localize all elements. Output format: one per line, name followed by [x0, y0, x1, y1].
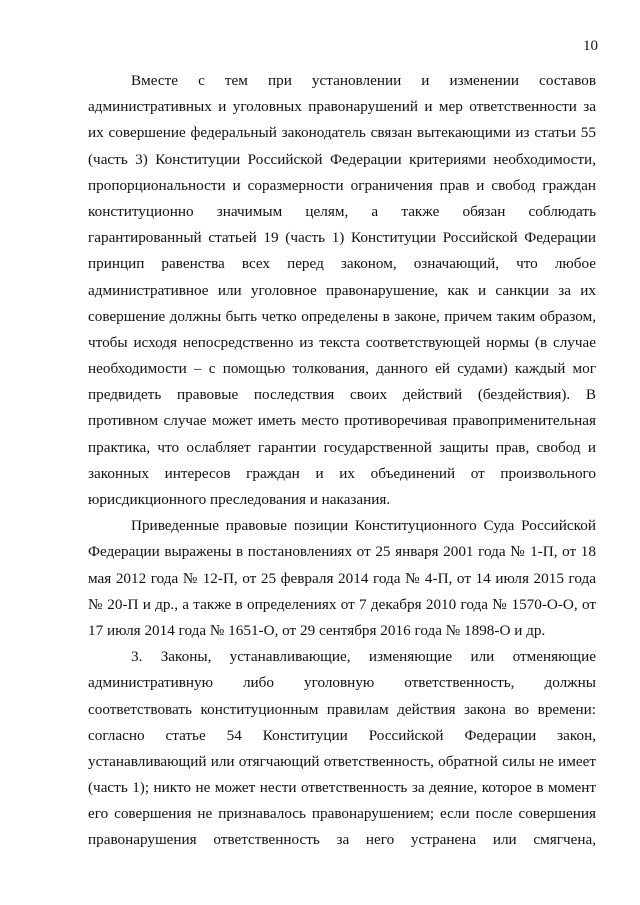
paragraph-line: чтобы исходя непосредственно из текста соответствующей нормы (в случае — [88, 333, 596, 351]
paragraph-line: административное или уголовное правонарушение, как и санкции за их — [88, 281, 596, 299]
paragraph-line: Приведенные правовые позиции Конституционного Суда Российской — [131, 517, 596, 535]
paragraph-line: правонарушения ответственность за него устранена или смягчена, — [88, 831, 596, 849]
paragraph-line: конституционно значимым целям, а также обязан соблюдать — [88, 202, 596, 220]
paragraph-line: (часть 3) Конституции Российской Федерации критериями необходимости, — [88, 150, 596, 168]
paragraph-line: пропорциональности и соразмерности ограничения прав и свобод граждан — [88, 176, 596, 194]
paragraph-laws-in-time — [88, 644, 596, 854]
paragraph-line: № 20-П и др., а также в определениях от 7 декабря 2010 года № 1570-О-О, от — [88, 595, 596, 613]
paragraph-constitutional-criteria — [88, 68, 596, 513]
paragraph-line: (часть 1); никто не может нести ответственность за деяние, которое в момент — [88, 779, 596, 797]
paragraph-line: совершение должны быть четко определены в законе, причем таким образом, — [88, 307, 596, 325]
paragraph-line: его совершения не признавалось правонарушением; если после совершения — [88, 805, 596, 823]
paragraph-line: их совершение федеральный законодатель связан вытекающими из статьи 55 — [88, 124, 596, 142]
paragraph-line: 17 июля 2014 года № 1651-О, от 29 сентября 2016 года № 1898-О и др. — [88, 621, 546, 639]
paragraph-line: законных интересов граждан и их объединений от произвольного — [88, 464, 596, 482]
paragraph-line: соответствовать конституционным правилам действия закона во времени: — [88, 700, 596, 718]
paragraph-line: Федерации выражены в постановлениях от 25 января 2001 года № 1-П, от 18 — [88, 543, 596, 561]
paragraph-line: устанавливающий или отягчающий ответственность, обратной силы не имеет — [88, 752, 596, 770]
paragraph-line: практика, что ослабляет гарантии государственной защиты прав, свобод и — [88, 438, 596, 456]
page-number: 10 — [583, 38, 598, 54]
document-body — [88, 68, 596, 854]
paragraph-line: Вместе с тем при установлении и изменении составов — [131, 72, 596, 89]
paragraph-line: административных и уголовных правонарушений и мер ответственности за — [88, 98, 596, 116]
paragraph-line: согласно статье 54 Конституции Российской Федерации закон, — [88, 726, 596, 744]
paragraph-line: юрисдикционного преследования и наказания. — [88, 491, 391, 508]
paragraph-line: 3. Законы, устанавливающие, изменяющие или отменяющие — [131, 648, 596, 666]
paragraph-line: противном случае может иметь место противоречивая правоприменительная — [88, 412, 596, 430]
paragraph-line: мая 2012 года № 12-П, от 25 февраля 2014 года № 4-П, от 14 июля 2015 года — [88, 569, 596, 587]
paragraph-line: принцип равенства всех перед законом, означающий, что любое — [88, 255, 596, 273]
paragraph-line: предвидеть правовые последствия своих действий (бездействия). В — [88, 386, 596, 404]
paragraph-line: гарантированный статьей 19 (часть 1) Конституции Российской Федерации — [88, 229, 596, 247]
paragraph-line: необходимости – с помощью толкования, данного ей судами) каждый мог — [88, 360, 596, 378]
paragraph-line: административную либо уголовную ответственность, должны — [88, 674, 596, 692]
paragraph-court-positions — [88, 513, 596, 644]
